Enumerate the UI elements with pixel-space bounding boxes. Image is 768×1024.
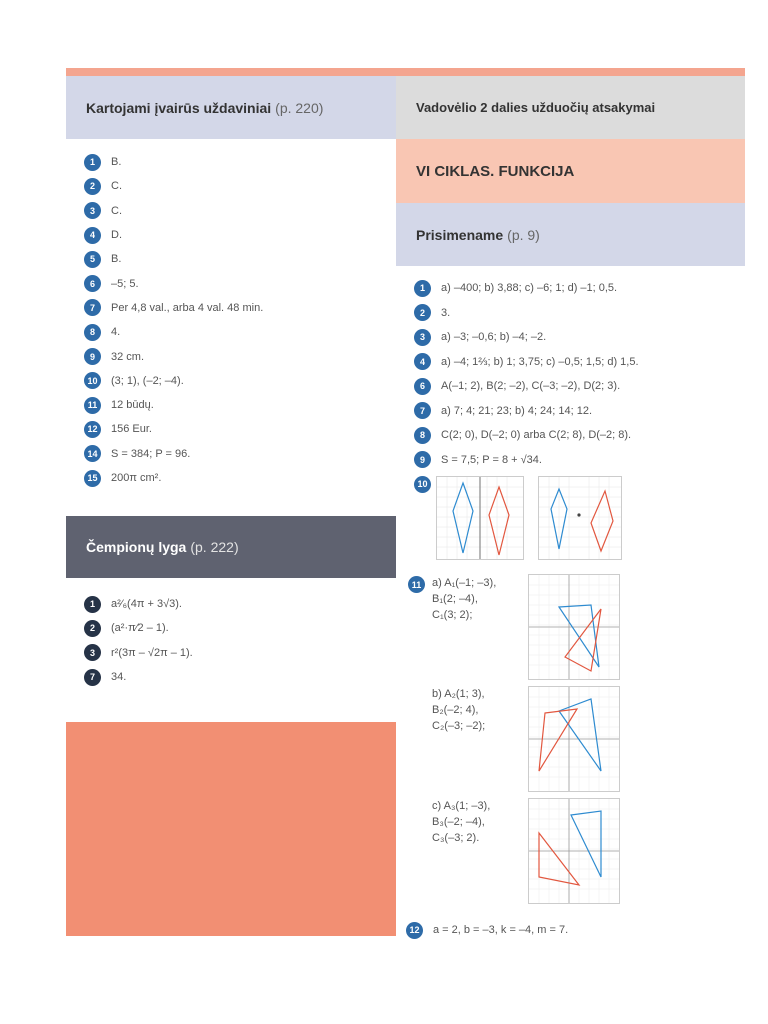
number-badge: 10	[84, 372, 101, 389]
blue-triangle	[559, 699, 601, 771]
blue-triangle	[571, 811, 601, 877]
answer-text: 3.	[441, 306, 451, 319]
answer-text: 156 Eur.	[111, 423, 152, 436]
list-item	[414, 301, 639, 326]
list-item	[84, 665, 193, 689]
number-badge: 4	[414, 353, 431, 370]
right-column	[396, 76, 745, 936]
list-item	[84, 174, 263, 198]
list-item	[84, 417, 263, 441]
number-badge: 11	[408, 576, 425, 593]
number-badge: 7	[84, 669, 101, 686]
answer-text: A(–1; 2), B(2; –2), C(–3; –2), D(2; 3).	[441, 380, 621, 393]
list-item	[84, 442, 263, 466]
answer-text: B.	[111, 156, 122, 169]
list-item	[84, 199, 263, 223]
list-item	[414, 350, 639, 375]
number-badge: 4	[84, 227, 101, 244]
answer-text: a = 2, b = –3, k = –4, m = 7.	[433, 924, 569, 937]
answer-text: a) 7; 4; 21; 23; b) 4; 24; 14; 12.	[441, 404, 593, 417]
list-item	[84, 223, 263, 247]
number-badge: 8	[414, 427, 431, 444]
answer-text: S = 7,5; P = 8 + √34.	[441, 453, 542, 466]
list-item	[84, 466, 263, 490]
answer-text: 34.	[111, 671, 127, 684]
section-header-prisimename	[396, 203, 745, 266]
number-badge: 6	[84, 275, 101, 292]
list-item	[84, 641, 193, 665]
number-badge: 3	[84, 202, 101, 219]
q11-b-text	[432, 686, 485, 734]
answer-line: a) A₁(–1; –3),	[432, 577, 497, 589]
list-item	[414, 374, 639, 399]
answers-header: Vadovėlio 2 dalies užduočių atsakymai	[396, 76, 745, 139]
number-badge: 1	[84, 154, 101, 171]
answer-line: B₂(–2; 4),	[432, 704, 479, 716]
answer-text: D.	[111, 229, 122, 242]
answer-text: 4.	[111, 326, 121, 339]
list-item	[84, 592, 193, 616]
answer-text: 12 būdų.	[111, 399, 154, 412]
number-badge: 15	[84, 470, 101, 487]
section-title: Čempionų lyga	[86, 539, 187, 555]
section-page: (p. 222)	[190, 539, 239, 555]
number-badge: 3	[414, 329, 431, 346]
list-item	[84, 150, 263, 174]
number-badge: 10	[414, 476, 431, 493]
answer-text: r²(3π – √2π – 1).	[111, 646, 193, 659]
section-page: (p. 9)	[507, 226, 540, 243]
list-item	[84, 247, 263, 271]
answer-text: –5; 5.	[111, 277, 139, 290]
number-badge: 3	[84, 644, 101, 661]
number-badge: 6	[414, 378, 431, 395]
answer-line: B₁(2; –4),	[432, 593, 478, 605]
answer-text: a) –400; b) 3,88; c) –6; 1; d) –1; 0,5.	[441, 282, 618, 295]
list-item	[84, 616, 193, 640]
number-badge: 14	[84, 445, 101, 462]
answer-text: B.	[111, 253, 122, 266]
number-badge: 1	[414, 280, 431, 297]
answer-list-1	[84, 150, 263, 490]
answer-line: C₁(3; 2);	[432, 609, 473, 621]
number-badge: 11	[84, 397, 101, 414]
list-item	[414, 325, 639, 350]
number-badge: 2	[84, 178, 101, 195]
decorative-salmon-block	[66, 722, 396, 936]
answer-text: (a²·π⁄2 – 1).	[111, 622, 169, 635]
answer-line: C₂(–3; –2);	[432, 720, 486, 732]
answer-text: S = 384; P = 96.	[111, 447, 191, 460]
section-header-kartojami	[66, 76, 396, 139]
list-item	[406, 918, 568, 942]
answer-line: C₃(–3; 2).	[432, 832, 480, 844]
q11-a-text	[432, 575, 496, 623]
number-badge: 9	[414, 451, 431, 468]
number-badge: 8	[84, 324, 101, 341]
list-item	[414, 399, 639, 424]
coordinate-graph-a	[528, 574, 620, 680]
answer-text: C(2; 0), D(–2; 0) arba C(2; 8), D(–2; 8).	[441, 429, 632, 442]
answer-text: a) –4; 1⅔; b) 1; 3,75; c) –0,5; 1,5; d) 1,5.	[441, 355, 639, 368]
number-badge: 9	[84, 348, 101, 365]
list-item	[414, 423, 639, 448]
coordinate-graph-c	[528, 798, 620, 904]
list-item	[414, 448, 639, 473]
answer-text: a) –3; –0,6; b) –4; –2.	[441, 331, 547, 344]
section-title: Prisimename	[416, 226, 504, 243]
answer-text: C.	[111, 204, 122, 217]
list-item	[84, 320, 263, 344]
list-item	[84, 393, 263, 417]
answer-line: b) A₂(1; 3),	[432, 688, 485, 700]
q11-c-text	[432, 798, 490, 846]
red-kite	[591, 491, 613, 551]
list-item	[414, 276, 639, 301]
answer-text: C.	[111, 180, 122, 193]
left-column	[66, 76, 396, 936]
kite-diagram-1	[436, 476, 524, 560]
top-accent-bar	[66, 68, 745, 76]
list-item	[84, 369, 263, 393]
blue-kite	[453, 483, 473, 553]
cycle-header: VI CIKLAS. FUNKCIJA	[396, 139, 745, 203]
number-badge: 2	[84, 620, 101, 637]
answer-list-right	[414, 276, 639, 497]
number-badge: 12	[406, 922, 423, 939]
number-badge: 7	[414, 402, 431, 419]
section-title: Kartojami įvairūs uždaviniai	[86, 99, 272, 116]
number-badge: 2	[414, 304, 431, 321]
number-badge: 12	[84, 421, 101, 438]
number-badge: 1	[84, 596, 101, 613]
answer-list-2	[84, 592, 193, 689]
answer-text: a²⁄₆(4π + 3√3).	[111, 598, 182, 611]
list-item	[84, 296, 263, 320]
red-triangle	[539, 709, 577, 771]
answer-text: (3; 1), (–2; –4).	[111, 374, 184, 387]
answer-text: Per 4,8 val., arba 4 val. 48 min.	[111, 301, 264, 314]
number-badge: 7	[84, 299, 101, 316]
coordinate-graph-b	[528, 686, 620, 792]
number-badge: 5	[84, 251, 101, 268]
section-header-cempionu	[66, 516, 396, 578]
list-item	[84, 271, 263, 295]
answer-line: c) A₃(1; –3),	[432, 800, 491, 812]
section-page: (p. 220)	[275, 99, 324, 116]
kite-diagram-2	[538, 476, 622, 560]
answer-text: 32 cm.	[111, 350, 145, 363]
answer-line: B₃(–2; –4),	[432, 816, 485, 828]
list-item	[84, 344, 263, 368]
answer-text: 200π cm².	[111, 472, 162, 484]
